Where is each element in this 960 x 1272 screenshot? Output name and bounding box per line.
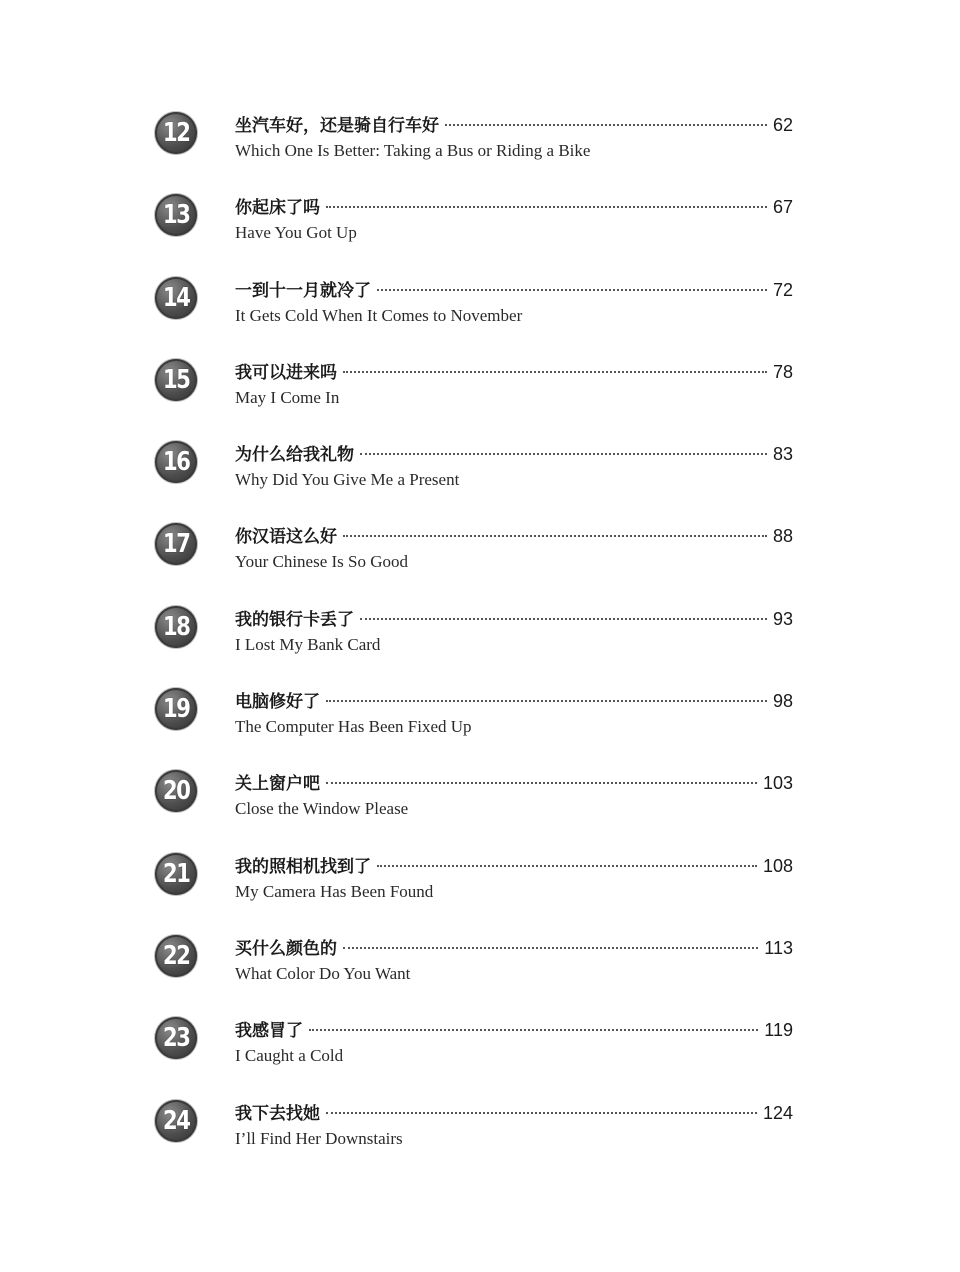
lesson-title-english: My Camera Has Been Found xyxy=(235,881,434,901)
lesson-title-english: Close the Window Please xyxy=(235,799,409,819)
lesson-title-english: Why Did You Give Me a Present xyxy=(235,470,460,490)
toc-entry[interactable] xyxy=(155,182,795,264)
lesson-number-badge xyxy=(155,194,197,236)
toc-entry[interactable] xyxy=(155,758,795,840)
lesson-title-chinese: 你汉语这么好 xyxy=(235,527,337,548)
lesson-title-chinese: 我可以进来吗 xyxy=(235,362,337,383)
dot-leader xyxy=(377,289,767,291)
lesson-title-chinese: 一到十一月就冷了 xyxy=(235,280,371,301)
page-number: 103 xyxy=(762,773,793,794)
lesson-number-badge xyxy=(155,1017,197,1059)
lesson-title-english: The Computer Has Been Fixed Up xyxy=(235,717,472,737)
chinese-title-line xyxy=(235,769,793,795)
lesson-number: 20 xyxy=(162,776,190,807)
chinese-title-line xyxy=(235,111,793,137)
dot-leader xyxy=(343,371,767,373)
chinese-title-line xyxy=(235,1016,793,1042)
lesson-title-chinese: 买什么颜色的 xyxy=(235,938,337,959)
dot-leader xyxy=(343,535,767,537)
chinese-title-line xyxy=(235,440,793,466)
lesson-number: 23 xyxy=(162,1023,190,1054)
lesson-number-badge xyxy=(155,606,197,648)
toc-entry[interactable] xyxy=(155,100,795,182)
lesson-title-chinese: 电脑修好了 xyxy=(235,692,320,713)
page-number: 108 xyxy=(762,855,793,876)
lesson-title-chinese: 坐汽车好，还是骑自行车好 xyxy=(235,116,439,136)
toc-entry[interactable] xyxy=(155,429,795,511)
lesson-title-english: I’ll Find Her Downstairs xyxy=(235,1128,403,1148)
lesson-number-badge xyxy=(155,523,197,565)
lesson-title-english: I Caught a Cold xyxy=(235,1046,344,1066)
chinese-title-line xyxy=(235,193,793,219)
lesson-number: 21 xyxy=(162,858,190,889)
lesson-number-badge xyxy=(155,112,197,154)
lesson-number: 12 xyxy=(162,118,190,148)
lesson-number: 18 xyxy=(162,611,190,642)
dot-leader xyxy=(360,618,767,620)
toc-entry[interactable] xyxy=(155,594,795,676)
dot-leader xyxy=(377,865,757,867)
lesson-number: 24 xyxy=(162,1105,190,1136)
lesson-number-badge xyxy=(155,277,197,319)
chinese-title-line xyxy=(235,934,793,960)
lesson-title-chinese: 我下去找她 xyxy=(235,1103,320,1124)
page-number: 98 xyxy=(772,691,793,712)
lesson-number: 22 xyxy=(162,940,190,971)
lesson-number: 13 xyxy=(162,200,190,231)
page-number: 93 xyxy=(772,608,793,629)
page-number: 119 xyxy=(764,1020,793,1041)
lesson-number: 14 xyxy=(162,282,190,313)
lesson-title-english: Which One Is Better: Taking a Bus or Riding a Bike xyxy=(235,141,591,160)
lesson-number-badge xyxy=(155,441,197,483)
toc-entry[interactable] xyxy=(155,347,795,429)
lesson-number-badge xyxy=(155,688,197,730)
table-of-contents xyxy=(155,100,795,1170)
page-number: 67 xyxy=(772,197,793,218)
toc-entry[interactable] xyxy=(155,676,795,758)
lesson-number: 17 xyxy=(162,529,190,560)
page-number: 88 xyxy=(772,526,793,547)
lesson-title-english: I Lost My Bank Card xyxy=(235,634,381,654)
lesson-number-badge xyxy=(155,853,197,895)
page-number: 113 xyxy=(764,937,793,958)
chinese-title-line xyxy=(235,687,793,713)
lesson-title-english: Have You Got Up xyxy=(235,223,357,243)
lesson-number-badge xyxy=(155,935,197,977)
dot-leader xyxy=(309,1029,758,1031)
lesson-title-chinese: 我的银行卡丢了 xyxy=(235,609,354,630)
lesson-title-chinese: 关上窗户吧 xyxy=(235,774,320,795)
dot-leader xyxy=(326,206,767,208)
dot-leader xyxy=(326,700,767,702)
lesson-title-chinese: 我的照相机找到了 xyxy=(235,856,371,877)
lesson-number: 16 xyxy=(162,447,190,478)
dot-leader xyxy=(326,1112,757,1114)
lesson-number-badge xyxy=(155,1100,197,1142)
page-number: 78 xyxy=(772,361,793,382)
dot-leader xyxy=(360,453,767,455)
page-number: 124 xyxy=(762,1102,793,1123)
chinese-title-line xyxy=(235,358,793,384)
page-number: 83 xyxy=(772,444,793,465)
lesson-title-chinese: 你起床了吗 xyxy=(235,198,320,219)
dot-leader xyxy=(343,947,758,949)
lesson-title-chinese: 为什么给我礼物 xyxy=(235,445,354,466)
chinese-title-line xyxy=(235,852,793,878)
lesson-title-english: What Color Do You Want xyxy=(235,963,411,983)
lesson-title-chinese: 我感冒了 xyxy=(235,1021,303,1042)
chinese-title-line xyxy=(235,276,793,302)
lesson-number-badge xyxy=(155,359,197,401)
chinese-title-line xyxy=(235,522,793,548)
toc-entry[interactable] xyxy=(155,1005,795,1087)
lesson-number: 15 xyxy=(162,364,190,395)
lesson-title-english: It Gets Cold When It Comes to November xyxy=(235,305,523,325)
toc-entry[interactable] xyxy=(155,1088,795,1170)
toc-entry[interactable] xyxy=(155,841,795,923)
chinese-title-line xyxy=(235,605,793,631)
lesson-number: 19 xyxy=(162,694,190,725)
chinese-title-line xyxy=(235,1099,793,1125)
lesson-title-english: Your Chinese Is So Good xyxy=(235,552,409,572)
dot-leader xyxy=(445,124,767,126)
lesson-title-english: May I Come In xyxy=(235,387,340,407)
toc-entry[interactable] xyxy=(155,511,795,593)
dot-leader xyxy=(326,782,757,784)
page-number: 62 xyxy=(772,115,793,135)
page-number: 72 xyxy=(772,279,793,300)
toc-entry[interactable] xyxy=(155,923,795,1005)
toc-entry[interactable] xyxy=(155,265,795,347)
lesson-number-badge xyxy=(155,770,197,812)
